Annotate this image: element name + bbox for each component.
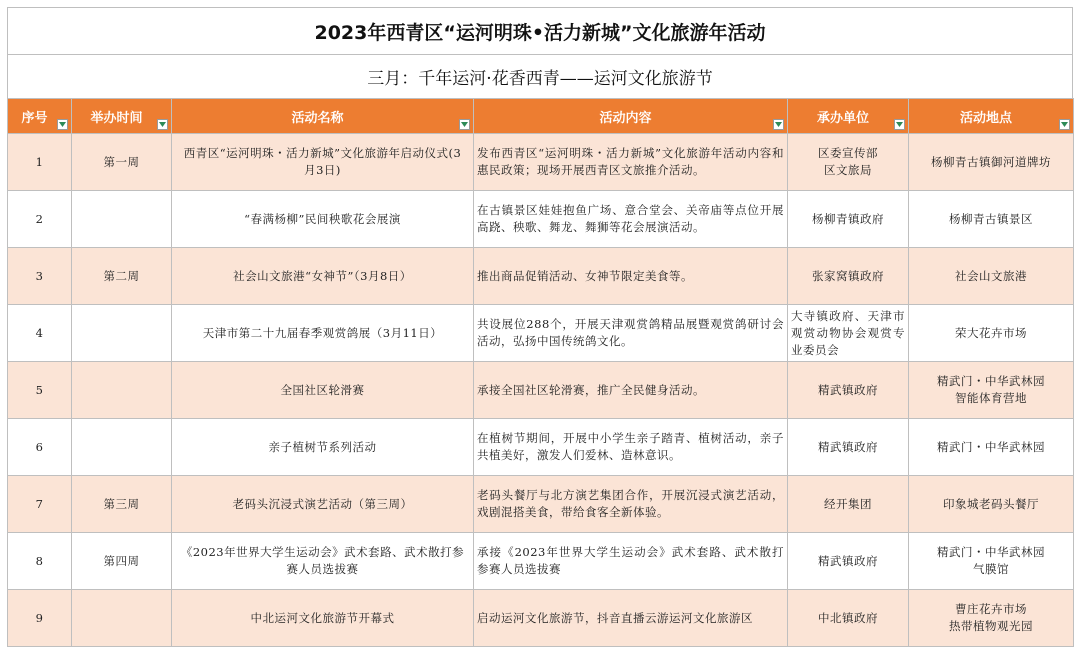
filter-dropdown-icon[interactable] — [459, 119, 470, 130]
host-line: 区委宣传部 区文旅局 — [818, 146, 878, 177]
cell-time[interactable] — [72, 305, 172, 362]
cell-activity-name[interactable]: 老码头沉浸式演艺活动（第三周） — [172, 476, 474, 533]
cell-activity-content[interactable]: 启动运河文化旅游节，抖音直播云游运河文化旅游区 — [474, 590, 788, 647]
cell-activity-content[interactable]: 发布西青区“运河明珠・活力新城”文化旅游年活动内容和惠民政策；现场开展西青区文旅推介活动。 — [474, 134, 788, 191]
table-row — [8, 533, 1074, 590]
place-line: 精武门・中华武林园 气膜馆 — [937, 545, 1045, 576]
cell-index[interactable]: 9 — [8, 590, 72, 647]
cell-host[interactable]: 精武镇政府 — [788, 533, 909, 590]
filter-dropdown-icon[interactable] — [57, 119, 68, 130]
cell-time[interactable] — [72, 362, 172, 419]
cell-index[interactable]: 3 — [8, 248, 72, 305]
filter-dropdown-icon[interactable] — [773, 119, 784, 130]
table-row — [8, 248, 1074, 305]
cell-activity-name[interactable]: 中北运河文化旅游节开幕式 — [172, 590, 474, 647]
cell-activity-name[interactable]: 亲子植树节系列活动 — [172, 419, 474, 476]
cell-place[interactable] — [909, 362, 1074, 419]
sheet-title: 2023年西青区“运河明珠•活力新城”文化旅游年活动 — [7, 7, 1073, 54]
table-row — [8, 305, 1074, 362]
column-header-place: 活动地点 — [909, 99, 1074, 134]
cell-place[interactable]: 印象城老码头餐厅 — [909, 476, 1074, 533]
cell-activity-content[interactable]: 承接《2023年世界大学生运动会》武术套路、武术散打参赛人员选拔赛 — [474, 533, 788, 590]
cell-time[interactable] — [72, 590, 172, 647]
cell-activity-name[interactable]: “春满杨柳”民间秧歌花会展演 — [172, 191, 474, 248]
cell-activity-name[interactable]: 社会山文旅港“女神节”（3月8日） — [172, 248, 474, 305]
cell-host[interactable]: 大寺镇政府、天津市观赏动物协会观赏专业委员会 — [788, 305, 909, 362]
table-row — [8, 476, 1074, 533]
cell-index[interactable]: 5 — [8, 362, 72, 419]
cell-time[interactable] — [72, 191, 172, 248]
cell-host[interactable]: 中北镇政府 — [788, 590, 909, 647]
cell-activity-name[interactable]: 全国社区轮滑赛 — [172, 362, 474, 419]
cell-host[interactable] — [788, 134, 909, 191]
cell-time[interactable]: 第一周 — [72, 134, 172, 191]
cell-place[interactable] — [909, 590, 1074, 647]
cell-place[interactable]: 精武门・中华武林园 — [909, 419, 1074, 476]
column-header-time: 举办时间 — [72, 99, 172, 134]
activity-table — [7, 98, 1074, 647]
filter-dropdown-icon[interactable] — [1059, 119, 1070, 130]
cell-activity-content[interactable]: 推出商品促销活动、女神节限定美食等。 — [474, 248, 788, 305]
cell-index[interactable]: 4 — [8, 305, 72, 362]
cell-host[interactable]: 精武镇政府 — [788, 362, 909, 419]
cell-index[interactable]: 2 — [8, 191, 72, 248]
cell-time[interactable] — [72, 419, 172, 476]
table-row — [8, 191, 1074, 248]
column-header-host: 承办单位 — [788, 99, 909, 134]
table-row — [8, 362, 1074, 419]
cell-activity-content[interactable]: 承接全国社区轮滑赛，推广全民健身活动。 — [474, 362, 788, 419]
table-row — [8, 134, 1074, 191]
cell-activity-content[interactable]: 老码头餐厅与北方演艺集团合作，开展沉浸式演艺活动，戏剧混搭美食，带给食客全新体验。 — [474, 476, 788, 533]
sheet-subtitle: 三月：千年运河·花香西青——运河文化旅游节 — [7, 54, 1073, 98]
column-header-index: 序号 — [8, 99, 72, 134]
cell-index[interactable]: 6 — [8, 419, 72, 476]
cell-activity-name[interactable]: 西青区“运河明珠・活力新城”文化旅游年启动仪式(3月3日) — [172, 134, 474, 191]
cell-place[interactable] — [909, 533, 1074, 590]
cell-activity-content[interactable]: 共设展位288个，开展天津观赏鸽精品展暨观赏鸽研讨会活动，弘扬中国传统鸽文化。 — [474, 305, 788, 362]
place-line: 曹庄花卉市场 热带植物观光园 — [949, 602, 1033, 633]
table-row — [8, 419, 1074, 476]
cell-index[interactable]: 1 — [8, 134, 72, 191]
cell-place[interactable]: 杨柳青古镇御河道牌坊 — [909, 134, 1074, 191]
filter-dropdown-icon[interactable] — [157, 119, 168, 130]
header-row — [8, 99, 1074, 134]
cell-time[interactable]: 第二周 — [72, 248, 172, 305]
column-header-content: 活动内容 — [474, 99, 788, 134]
table-row — [8, 590, 1074, 647]
cell-activity-content[interactable]: 在植树节期间，开展中小学生亲子踏青、植树活动，亲子共植美好，激发人们爱林、造林意识。 — [474, 419, 788, 476]
cell-index[interactable]: 7 — [8, 476, 72, 533]
cell-time[interactable]: 第四周 — [72, 533, 172, 590]
cell-time[interactable]: 第三周 — [72, 476, 172, 533]
cell-activity-content[interactable]: 在古镇景区娃娃抱鱼广场、意合堂会、关帝庙等点位开展高跷、秧歌、舞龙、舞狮等花会展演活动。 — [474, 191, 788, 248]
column-header-name: 活动名称 — [172, 99, 474, 134]
cell-host[interactable]: 杨柳青镇政府 — [788, 191, 909, 248]
filter-dropdown-icon[interactable] — [894, 119, 905, 130]
cell-place[interactable]: 荣大花卉市场 — [909, 305, 1074, 362]
cell-activity-name[interactable]: 天津市第二十九届春季观赏鸽展（3月11日） — [172, 305, 474, 362]
cell-host[interactable]: 精武镇政府 — [788, 419, 909, 476]
cell-host[interactable]: 张家窝镇政府 — [788, 248, 909, 305]
place-line: 精武门・中华武林园 智能体育营地 — [937, 374, 1045, 405]
cell-place[interactable]: 杨柳青古镇景区 — [909, 191, 1074, 248]
cell-activity-name[interactable]: 《2023年世界大学生运动会》武术套路、武术散打参赛人员选拔赛 — [172, 533, 474, 590]
cell-index[interactable]: 8 — [8, 533, 72, 590]
spreadsheet — [7, 7, 1073, 647]
cell-place[interactable]: 社会山文旅港 — [909, 248, 1074, 305]
cell-host[interactable]: 经开集团 — [788, 476, 909, 533]
